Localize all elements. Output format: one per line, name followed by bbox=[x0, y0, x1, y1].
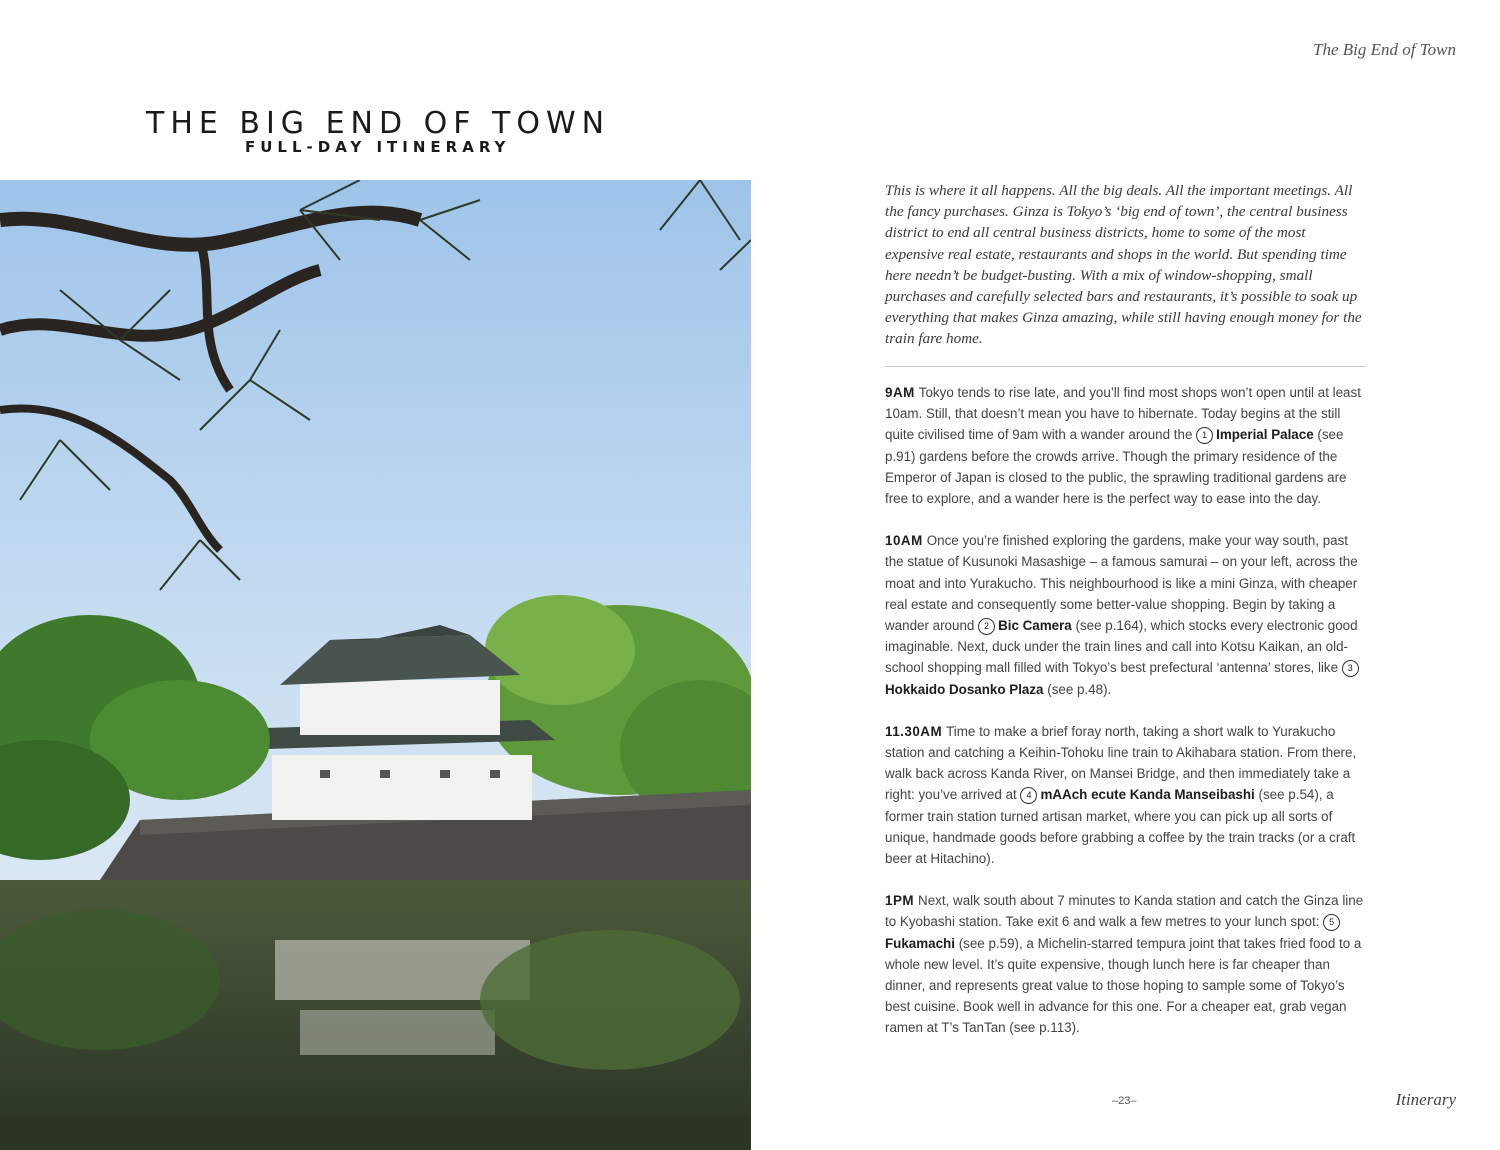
entry-text: Once you’re finished exploring the gardens, make your way south, past the statue of Kusunoki Masashige – a famous samurai – on your left, across the moat and into Yurakucho. This neighbourhood is like a mini Ginza, with cheaper real estate and consequently some better-value shopping. Begin by taking a wander around bbox=[885, 533, 1358, 634]
itinerary-entry-10am bbox=[885, 530, 1367, 700]
map-number-5: 5 bbox=[1323, 914, 1340, 931]
entry-text: (see p.54), a former train station turned artisan market, where you can pick up all sorts of unique, handmade goods before grabbing a coffee by the train tracks (or a craft beer at Hitachino). bbox=[885, 787, 1356, 867]
itinerary-entry-1pm bbox=[885, 890, 1367, 1038]
entry-time: 10AM bbox=[885, 533, 923, 549]
place-link-bic-camera[interactable]: Bic Camera bbox=[998, 618, 1072, 634]
page-title: THE BIG END OF TOWN bbox=[146, 106, 611, 142]
map-number-1: 1 bbox=[1196, 427, 1213, 444]
intro-paragraph: This is where it all happens. All the big deals. All the important meetings. All the fancy purchases. Ginza is Tokyo’s ‘big end of town’, the central business district to end all central business districts, home to some of the most expensive real estate, restaurants and shops in the world. But spending time here needn’t be budget-busting. With a mix of window-shopping, small purchases and carefully selected bars and restaurants, it’s possible to soak up everything that makes Ginza amazing, while still having enough money for the train fare home. bbox=[885, 182, 1362, 348]
running-head: The Big End of Town bbox=[1313, 40, 1456, 59]
map-number-3: 3 bbox=[1342, 660, 1359, 677]
place-link-maach-ecute[interactable]: mAAch ecute Kanda Manseibashi bbox=[1040, 787, 1255, 803]
map-number-4: 4 bbox=[1020, 787, 1037, 804]
place-link-imperial-palace[interactable]: Imperial Palace bbox=[1216, 427, 1314, 443]
map-number-2: 2 bbox=[978, 618, 995, 635]
entry-time: 1PM bbox=[885, 893, 915, 909]
entry-time: 11.30AM bbox=[885, 723, 943, 739]
entry-text: (see p.48). bbox=[1043, 681, 1112, 697]
entry-text: (see p.91) gardens before the crowds arrive. Though the primary residence of the Emperor of Japan is closed to the public, the sprawling traditional gardens are free to explore, and a wander here is the perfect way to ease into the day. bbox=[885, 427, 1347, 507]
divider bbox=[885, 366, 1366, 367]
entry-time: 9AM bbox=[885, 385, 915, 400]
page-subtitle: FULL-DAY ITINERARY bbox=[245, 138, 511, 156]
place-link-hokkaido-dosanko-plaza[interactable]: Hokkaido Dosanko Plaza bbox=[885, 681, 1044, 697]
entry-text: (see p.164), which stocks every electronic good imaginable. Next, duck under the train lines and call into Kotsu Kaikan, an old-school shopping mall filled with Tokyo’s best prefectural ‘antenna’ stores, like bbox=[885, 618, 1358, 676]
imperial-palace-photo bbox=[0, 180, 751, 1150]
itinerary-entry-9am bbox=[885, 382, 1367, 509]
page-number: –23– bbox=[1112, 1095, 1137, 1107]
entry-text: Next, walk south about 7 minutes to Kanda station and catch the Ginza line to Kyobashi station. Take exit 6 and walk a few metres to your lunch spot: bbox=[885, 893, 1364, 930]
itinerary-entry-1130am bbox=[885, 721, 1367, 869]
itinerary bbox=[885, 382, 1367, 1060]
entry-text: Time to make a brief foray north, taking a short walk to Yurakucho station and catching a Keihin-Tohoku line train to Akihabara station. From there, walk back across Kanda River, on Mansei Bridge, and then immediately take a right: you’ve arrived at bbox=[885, 723, 1357, 803]
entry-text: Tokyo tends to rise late, and you’ll find most shops won’t open until at least 10am. Still, that doesn’t mean you have to hibernate. Today begins at the still quite civilised time of 9am with a wander around the bbox=[885, 385, 1361, 443]
entry-text: (see p.59), a Michelin-starred tempura joint that takes fried food to a whole new level. It’s quite expensive, though lunch here is far cheaper than dinner, and represents great value to those hoping to sample some of Tokyo’s best cuisine. Book well in advance for this one. For a cheaper eat, grab vegan ramen at T’s TanTan (see p.113). bbox=[885, 935, 1362, 1036]
running-foot: Itinerary bbox=[1395, 1090, 1456, 1109]
place-link-fukamachi[interactable]: Fukamachi bbox=[885, 935, 955, 951]
